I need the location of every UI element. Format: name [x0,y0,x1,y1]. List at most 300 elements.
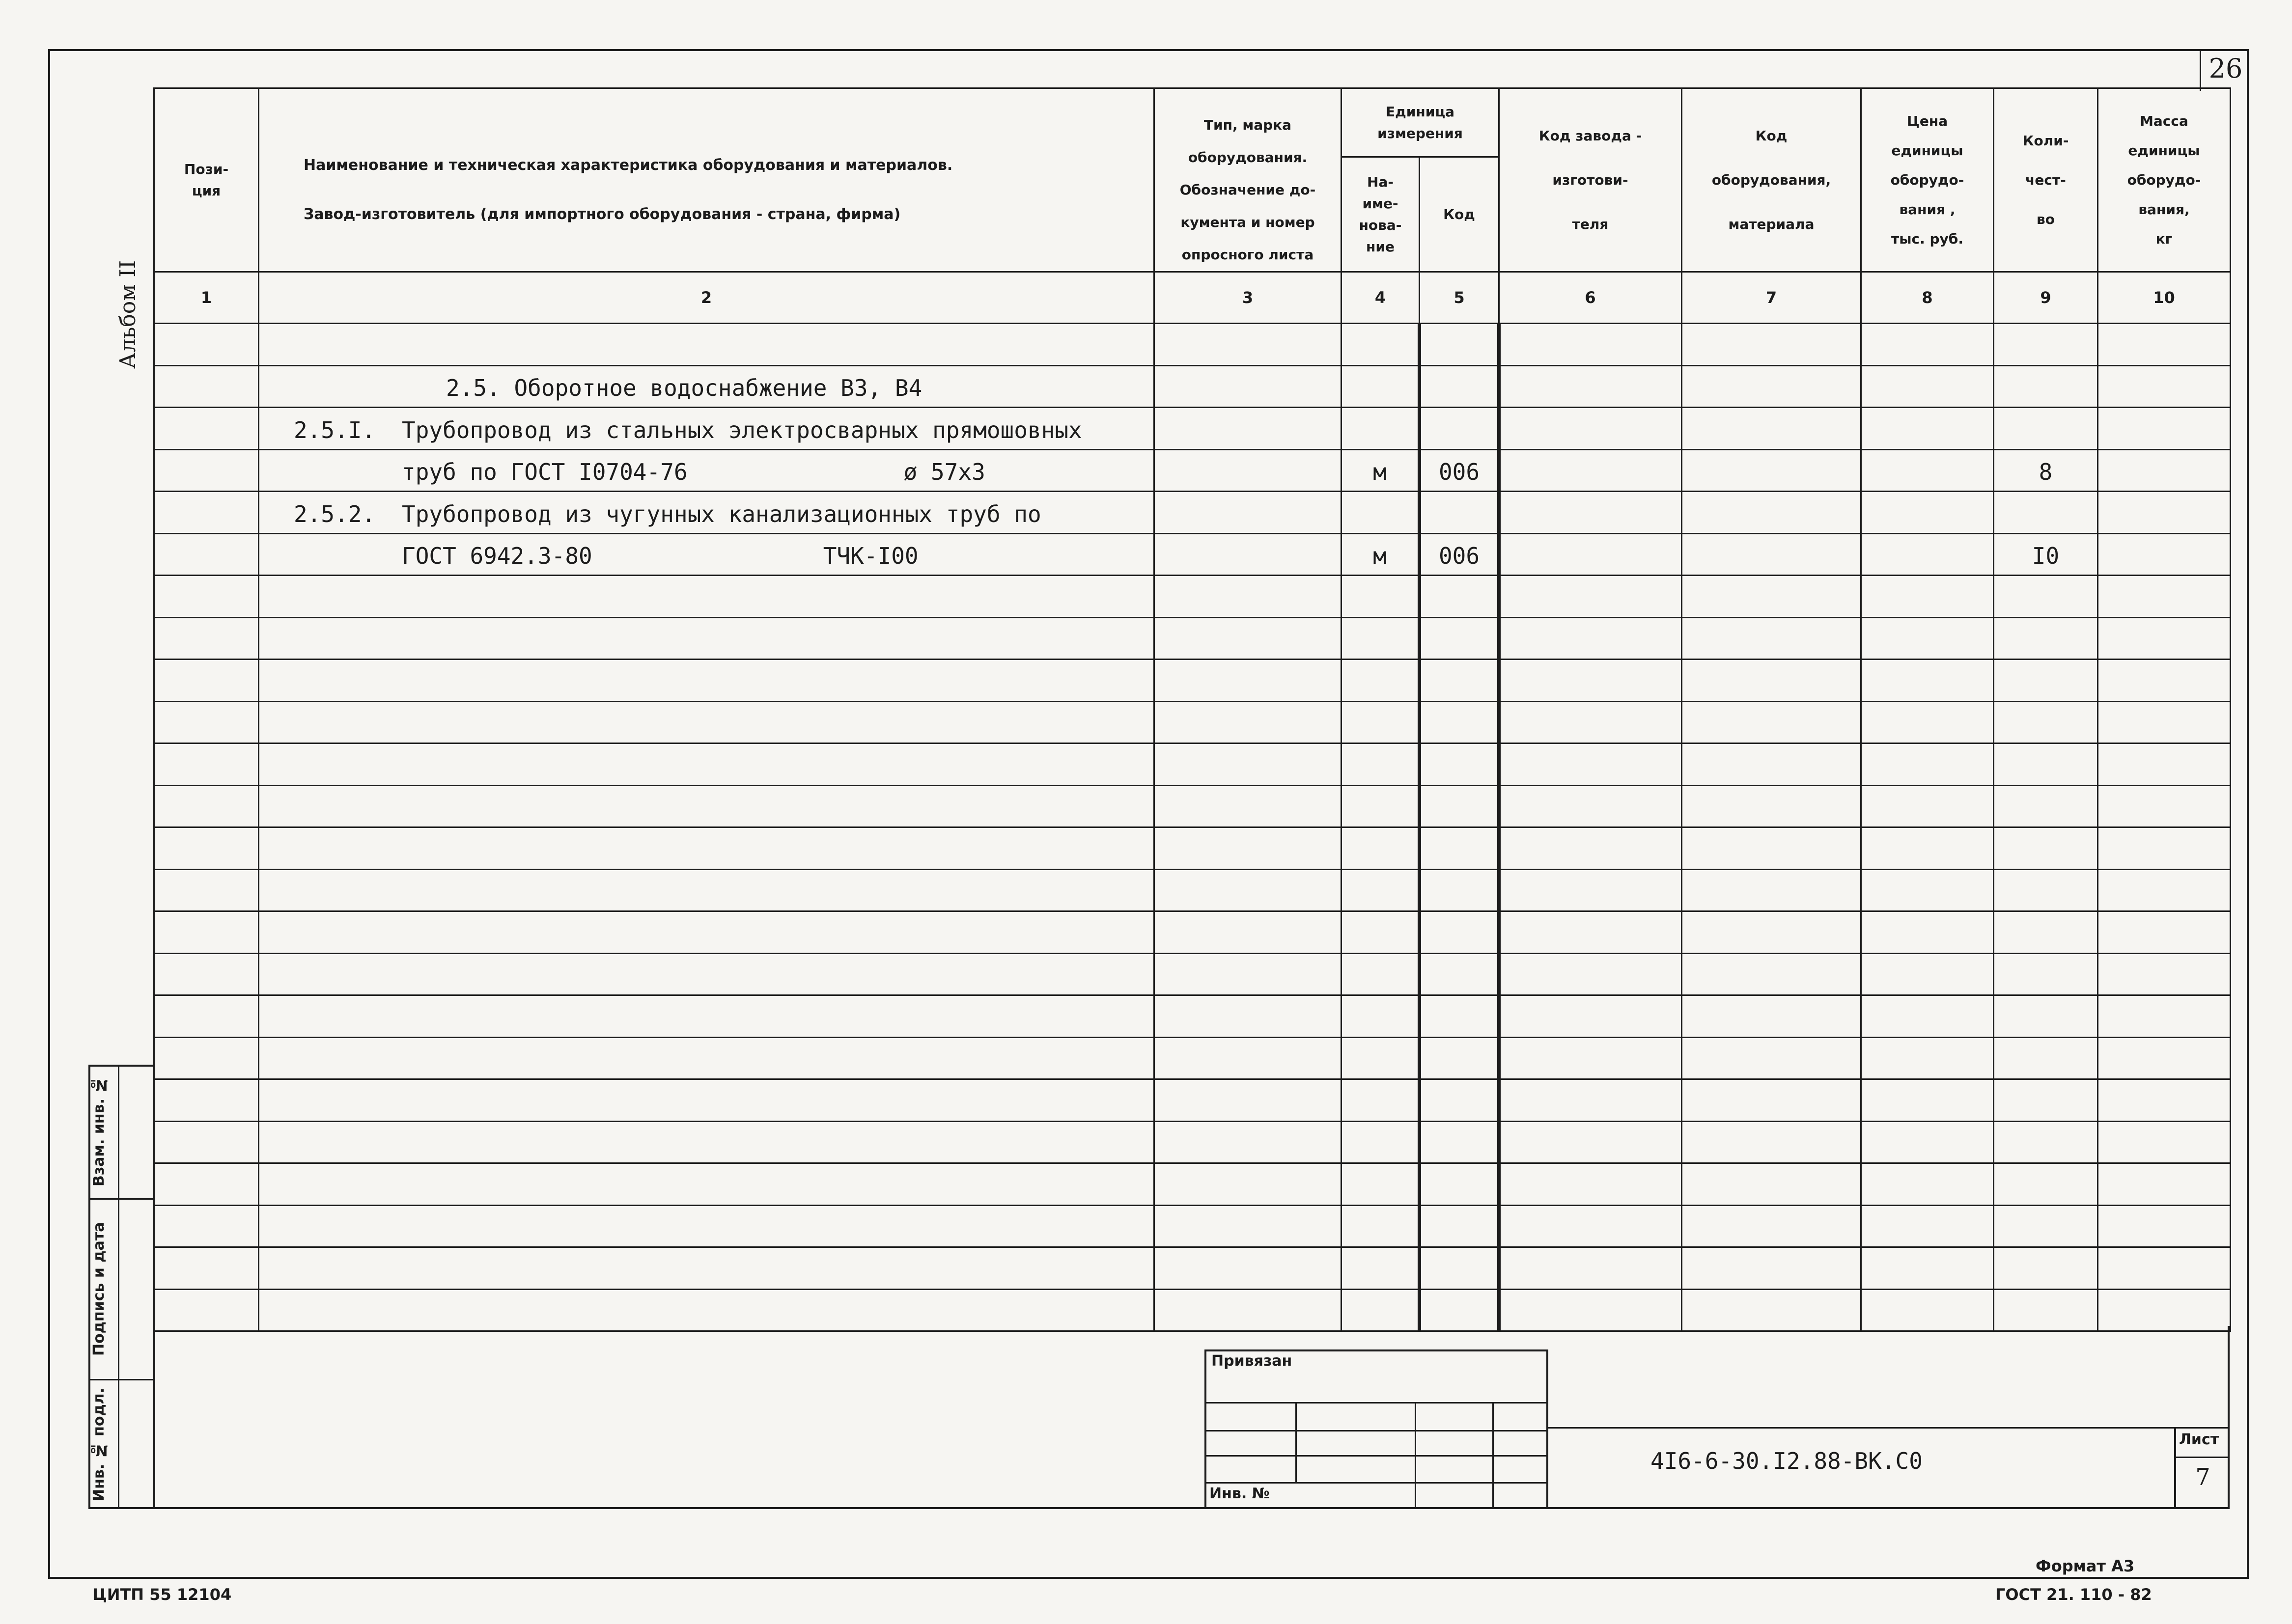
table-cell [1861,324,1994,366]
table-cell [2098,827,2231,870]
table-cell [1342,1037,1420,1079]
col-num: 8 [1861,272,1994,324]
cell-name-text: труб по ГОСТ I0704-76 [402,459,688,485]
table-cell [154,324,259,366]
privyazan-vline [1415,1402,1416,1509]
table-cell [1682,953,1861,995]
cell-name-extra: ø 57x3 [903,459,985,485]
table-cell [1861,1037,1994,1079]
privyazan-line [1204,1455,1548,1457]
privyazan-label: Привязан [1211,1352,1292,1370]
cell-unit: м [1342,533,1420,576]
table-cell [1154,827,1342,870]
table-row [154,576,2231,618]
table-cell [1154,953,1342,995]
table-row [154,953,2231,995]
table-cell [1682,827,1861,870]
table-cell [1682,449,1861,492]
table-cell [1499,869,1682,911]
table-cell [1994,785,2098,827]
table-cell [1420,785,1499,827]
table-cell [1420,911,1499,954]
header-type: Тип, марка оборудования. Обозначение до- кумента и номер опросного листа [1154,88,1342,272]
table-cell [259,995,1154,1038]
header-quantity: Коли- чест- во [1994,88,2098,272]
table-cell [1154,1289,1342,1331]
table-cell [2098,660,2231,702]
table-cell [1499,576,1682,618]
table-cell [1682,869,1861,911]
table-cell [154,449,259,492]
cell-unit-code [1420,324,1499,366]
table-cell [1154,1163,1342,1206]
cell-name [259,408,1154,450]
table-cell [1861,408,1994,450]
table-cell [1861,701,1994,743]
table-cell [1342,660,1420,702]
cell-unit-code: 006 [1420,449,1499,492]
gost-label: ГОСТ 21. 110 - 82 [1995,1585,2152,1604]
format-label: Формат А3 [2036,1557,2135,1575]
table-cell [1420,1079,1499,1122]
cell-name [259,324,1154,366]
table-cell [259,1289,1154,1331]
sheet-number: 7 [2195,1463,2210,1491]
cell-unit-code: 006 [1420,533,1499,576]
designation-top-line [1548,1427,2230,1429]
table-cell [259,1205,1154,1247]
table-cell [1682,1205,1861,1247]
table-cell [1499,660,1682,702]
table-cell [1499,533,1682,576]
table-row [154,785,2231,827]
table-cell [1420,995,1499,1038]
table-cell [1994,869,2098,911]
table-cell [1861,617,1994,660]
header-equipment-code: Код оборудования, материала [1682,88,1861,272]
cell-name [259,365,1154,408]
header-mass: Масса единицы оборудо- вания, кг [2098,88,2231,272]
table-cell [2098,1163,2231,1206]
table-cell [1154,408,1342,450]
table-cell [1861,1247,1994,1290]
table-cell [1154,1205,1342,1247]
table-cell [259,785,1154,827]
table-cell [154,1079,259,1122]
table-cell [1499,449,1682,492]
table-cell [1342,1121,1420,1163]
table-cell [2098,1289,2231,1331]
table-cell [154,660,259,702]
table-cell [1861,995,1994,1038]
table-cell [1154,785,1342,827]
table-cell [1342,1163,1420,1206]
table-cell [154,743,259,786]
cell-name-text: 2.5. Оборотное водоснабжение В3, В4 [446,375,922,401]
table-cell [154,827,259,870]
album-label: Альбом II [115,260,140,369]
page-number: 26 [2208,53,2243,84]
table-cell [1499,1079,1682,1122]
table-row [154,1205,2231,1247]
table-cell [154,1037,259,1079]
table-cell [1499,408,1682,450]
table-cell [1682,576,1861,618]
table-cell [1994,953,2098,995]
cell-name-text: ГОСТ 6942.3-80 [402,543,592,569]
privyazan-line [1204,1402,1548,1404]
table-cell [259,660,1154,702]
table-cell [1994,1079,2098,1122]
table-cell [1994,743,2098,786]
table-cell [1994,701,2098,743]
table-cell [1154,617,1342,660]
table-cell [1154,660,1342,702]
table-cell [1342,617,1420,660]
table-cell [1420,827,1499,870]
table-cell [1499,492,1682,534]
cell-unit: м [1342,449,1420,492]
table-cell [1861,1163,1994,1206]
table-cell [1342,827,1420,870]
table-cell [1154,995,1342,1038]
table-cell [1154,533,1342,576]
table-cell [1154,1247,1342,1290]
table-cell [1682,492,1861,534]
side-label-vzam: Взам. инв. № [90,1076,108,1187]
table-cell [1994,827,2098,870]
cell-unit-code [1420,492,1499,534]
col-num: 2 [259,272,1154,324]
table-cell [1861,1205,1994,1247]
table-cell [1154,1121,1342,1163]
table-cell [154,995,259,1038]
table-cell [259,953,1154,995]
table-row [154,995,2231,1038]
table-cell [1342,1205,1420,1247]
table-cell [2098,576,2231,618]
table-cell [1154,449,1342,492]
table-cell [1499,827,1682,870]
table-cell [1682,1121,1861,1163]
table-cell [1154,1079,1342,1122]
col-num: 1 [154,272,259,324]
table-cell [1682,1247,1861,1290]
cell-quantity: 8 [1994,449,2098,492]
table-row [154,492,2231,534]
document-designation: 4I6-6-30.I2.88-ВК.С0 [1650,1448,1923,1474]
table-cell [1154,701,1342,743]
cell-name-text: Трубопровод из стальных электросварных прямошовных [402,416,1082,443]
table-cell [1682,1289,1861,1331]
privyazan-line [1204,1482,1548,1484]
table-cell [154,1205,259,1247]
table-cell [1499,785,1682,827]
table-cell [1861,365,1994,408]
table-cell [2098,408,2231,450]
header-unit-code: Код [1420,157,1499,272]
cell-quantity [1994,408,2098,450]
table-cell [1682,911,1861,954]
inv-no-label: Инв. № [1209,1485,1270,1502]
table-row [154,533,2231,576]
table-cell [154,701,259,743]
table-cell [259,1247,1154,1290]
table-row [154,365,2231,408]
cell-quantity: I0 [1994,533,2098,576]
table-cell [1420,953,1499,995]
table-cell [1420,660,1499,702]
table-cell [1994,576,2098,618]
table-cell [1682,408,1861,450]
table-cell [1499,1247,1682,1290]
table-cell [1994,1121,2098,1163]
table-cell [2098,324,2231,366]
table-cell [1420,1037,1499,1079]
table-cell [1861,660,1994,702]
cell-unit-code [1420,365,1499,408]
table-cell [1420,1289,1499,1331]
table-cell [1682,324,1861,366]
table-cell [154,1247,259,1290]
table-cell [1682,1037,1861,1079]
table-cell [1342,1247,1420,1290]
cell-unit [1342,365,1420,408]
table-cell [1499,1205,1682,1247]
table-row [154,1037,2231,1079]
table-cell [1994,617,2098,660]
table-cell [2098,785,2231,827]
cell-name [259,492,1154,534]
table-cell [1994,911,2098,954]
table-row [154,1289,2231,1331]
col-num: 6 [1499,272,1682,324]
table-cell [1861,449,1994,492]
cell-position: 2.5.2. [294,500,376,527]
table-cell [1342,743,1420,786]
table-cell [1861,743,1994,786]
table-row [154,701,2231,743]
table-cell [1420,1121,1499,1163]
table-cell [154,869,259,911]
table-cell [1420,743,1499,786]
table-cell [1342,701,1420,743]
table-cell [1861,1121,1994,1163]
col-num: 10 [2098,272,2231,324]
table-cell [1994,1163,2098,1206]
cell-unit [1342,324,1420,366]
table-cell [1499,1037,1682,1079]
table-cell [154,1289,259,1331]
table-cell [1994,995,2098,1038]
table-cell [154,408,259,450]
table-cell [1342,911,1420,954]
col-num: 7 [1682,272,1861,324]
privyazan-line [1204,1430,1548,1431]
table-cell [2098,1121,2231,1163]
table-cell [1682,743,1861,786]
table-cell [259,911,1154,954]
cell-unit [1342,492,1420,534]
table-cell [1861,785,1994,827]
table-cell [154,1163,259,1206]
cell-name [259,533,1154,576]
table-cell [1682,660,1861,702]
cell-quantity [1994,365,2098,408]
table-cell [154,576,259,618]
table-cell [1861,533,1994,576]
table-cell [1342,576,1420,618]
table-cell [1154,743,1342,786]
table-cell [2098,617,2231,660]
table-cell [2098,701,2231,743]
table-cell [154,533,259,576]
table-cell [1994,1289,2098,1331]
table-cell [1682,701,1861,743]
table-cell [1682,1163,1861,1206]
table-cell [1861,576,1994,618]
col-num: 9 [1994,272,2098,324]
col-num: 5 [1420,272,1499,324]
table-cell [1499,995,1682,1038]
table-cell [1154,365,1342,408]
table-cell [1499,1163,1682,1206]
table-row [154,617,2231,660]
table-cell [2098,1037,2231,1079]
side-strip-vertical [118,1065,119,1509]
table-cell [1499,953,1682,995]
table-cell [1154,1037,1342,1079]
table-cell [1420,701,1499,743]
side-label-podpis: Подпись и дата [90,1222,108,1356]
table-cell [1420,1163,1499,1206]
spec-table-body [154,324,2231,1331]
table-cell [2098,743,2231,786]
table-cell [2098,533,2231,576]
table-cell [1682,533,1861,576]
table-cell [259,869,1154,911]
table-cell [1499,743,1682,786]
table-cell [259,1079,1154,1122]
table-cell [2098,492,2231,534]
header-unit-group: Единица измерения [1342,88,1499,157]
col-num: 4 [1342,272,1420,324]
table-cell [2098,953,2231,995]
table-cell [1861,1289,1994,1331]
table-cell [154,365,259,408]
table-cell [1154,869,1342,911]
header-name: Наименование и техническая характеристика оборудования и материалов. Завод-изготовитель (для импортного оборудования - страна, фирма) [259,88,1154,272]
side-label-inv: Инв. № подл. [90,1387,108,1502]
table-cell [2098,365,2231,408]
table-cell [1420,1247,1499,1290]
table-cell [1342,995,1420,1038]
table-cell [1499,365,1682,408]
table-row [154,911,2231,954]
table-cell [154,492,259,534]
table-cell [1499,701,1682,743]
table-cell [1342,953,1420,995]
table-cell [1499,1289,1682,1331]
table-row [154,869,2231,911]
table-cell [1420,576,1499,618]
table-cell [259,827,1154,870]
table-cell [1420,869,1499,911]
cell-name-extra: ТЧК-I00 [823,543,919,569]
sheet-box-divider [2174,1457,2230,1458]
table-cell [2098,995,2231,1038]
cell-name [259,449,1154,492]
table-cell [259,576,1154,618]
side-strip-divider [88,1379,153,1380]
table-cell [2098,911,2231,954]
table-row [154,660,2231,702]
cell-name-text: Трубопровод из чугунных канализационных труб по [402,500,1041,527]
table-row [154,449,2231,492]
table-cell [154,911,259,954]
page-number-divider [2200,49,2201,91]
table-cell [259,1163,1154,1206]
table-cell [1861,911,1994,954]
table-cell [1342,1079,1420,1122]
table-cell [2098,1205,2231,1247]
table-cell [1682,365,1861,408]
table-cell [1994,1037,2098,1079]
table-cell [1342,1289,1420,1331]
table-cell [259,743,1154,786]
table-row [154,1121,2231,1163]
privyazan-vline [1492,1402,1494,1509]
table-cell [1154,492,1342,534]
table-cell [1342,785,1420,827]
table-row [154,324,2231,366]
table-cell [1499,911,1682,954]
table-cell [1861,827,1994,870]
table-row [154,1079,2231,1122]
side-strip-divider [88,1198,153,1200]
table-cell [1154,911,1342,954]
table-cell [2098,449,2231,492]
table-cell [2098,1247,2231,1290]
table-cell [1420,1205,1499,1247]
table-cell [1994,1205,2098,1247]
table-cell [1994,660,2098,702]
table-cell [1861,869,1994,911]
header-price: Цена единицы оборудо- вания , тыс. руб. [1861,88,1994,272]
table-cell [1499,1121,1682,1163]
table-cell [1861,1079,1994,1122]
table-cell [1499,324,1682,366]
table-row [154,1163,2231,1206]
table-cell [259,701,1154,743]
col-num: 3 [1154,272,1342,324]
table-row [154,1247,2231,1290]
cell-position: 2.5.I. [294,416,376,443]
table-cell [259,1037,1154,1079]
table-row [154,827,2231,870]
cell-quantity [1994,324,2098,366]
publisher-label: ЦИТП 55 12104 [92,1585,232,1604]
table-cell [1342,869,1420,911]
table-cell [259,617,1154,660]
table-cell [1154,576,1342,618]
cell-unit-code [1420,408,1499,450]
table-cell [154,1121,259,1163]
table-cell [1682,995,1861,1038]
table-cell [1682,617,1861,660]
table-cell [1499,617,1682,660]
bottom-region [153,1326,2230,1509]
